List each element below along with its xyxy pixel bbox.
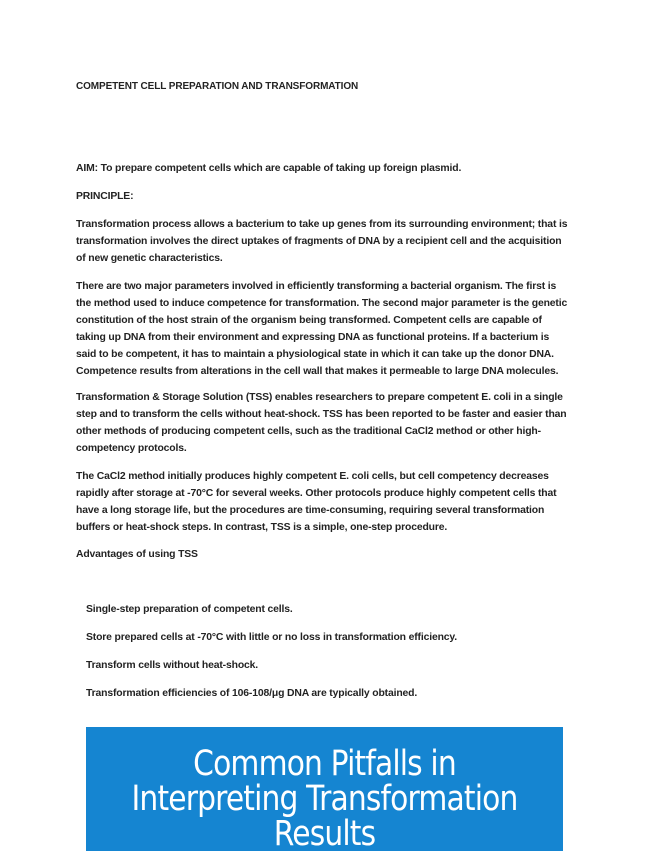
document-title: COMPETENT CELL PREPARATION AND TRANSFORMATION: [76, 81, 359, 92]
principle-paragraph-1: Transformation process allows a bacterium to take up genes from its surrounding environment; that is transformation involves the direct uptakes of fragments of DNA by a recipient cell and the acquisition of new genetic characteristics.: [76, 219, 568, 264]
advantage-item: Transform cells without heat-shock.: [86, 660, 259, 671]
principle-paragraph-4: The CaCl2 method initially produces highly competent E. coli cells, but cell competency decreases rapidly after storage at -70°C for several weeks. Other protocols produce highly competent cells that have a long storage life, but the procedures are time-consuming, requiring several transformation buffers or heat-shock steps. In contrast, TSS is a simple, one-step procedure.: [76, 471, 557, 533]
principle-paragraph-3: Transformation & Storage Solution (TSS) enables researchers to prepare competent E. coli in a single step and to transform the cells without heat-shock. TSS has been reported to be faster and easier than other methods of producing competent cells, such as the traditional CaCl2 method or other high-competency protocols.: [76, 392, 567, 454]
principle-paragraph-2: There are two major parameters involved in efficiently transforming a bacterial organism. The first is the method used to induce competence for transformation. The second major parameter is the genetic constitution of the host strain of the organism being transformed. Competent cells are capable of taking up DNA from their environment and expressing DNA as functional proteins. If a bacterium is said to be competent, it has to maintain a physiological state in which it can take up the donor DNA. Competence results from alterations in the cell wall that makes it permeable to large DNA molecules.: [76, 281, 568, 377]
advantage-item: Store prepared cells at -70°C with little or no loss in transformation efficiency.: [86, 632, 458, 643]
principle-heading: PRINCIPLE:: [76, 191, 134, 202]
banner-title: Common Pitfalls in Interpreting Transformation Results: [131, 744, 518, 851]
section-banner: [86, 727, 563, 851]
aim-statement: AIM: To prepare competent cells which are capable of taking up foreign plasmid.: [76, 163, 462, 174]
advantage-item: Transformation efficiencies of 106-108/μg DNA are typically obtained.: [86, 688, 418, 699]
advantage-item: Single-step preparation of competent cells.: [86, 604, 293, 615]
advantages-list: [86, 601, 566, 713]
advantages-heading: Advantages of using TSS: [76, 549, 198, 560]
